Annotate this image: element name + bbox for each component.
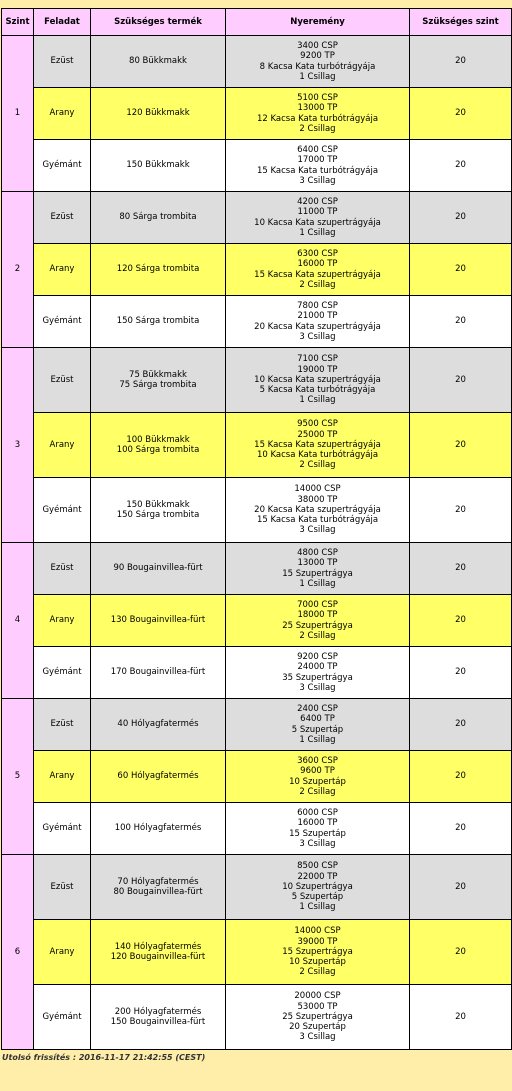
task-type-cell: Ezüst — [34, 699, 91, 751]
task-row — [2, 348, 512, 413]
required-product-cell — [91, 699, 226, 751]
reward-line: 10 Szupertrágya — [282, 881, 353, 892]
required-product-cell — [91, 647, 226, 699]
required-level-cell: 20 — [410, 413, 512, 478]
reward-cell — [226, 88, 410, 140]
task-row — [2, 36, 512, 88]
product-line: 200 Hólyagfatermés — [114, 1006, 202, 1017]
reward-line: 10 Kacsa Kata szupertrágyája — [254, 374, 381, 385]
reward-line: 15 Szupertrágya — [282, 946, 353, 957]
task-row — [2, 244, 512, 296]
task-row — [2, 543, 512, 595]
reward-cell — [226, 140, 410, 192]
required-level-cell: 20 — [410, 803, 512, 855]
level-cell: 2 — [2, 192, 34, 348]
reward-cell — [226, 920, 410, 985]
reward-line: 5 Kacsa Kata turbótrágyája — [259, 385, 376, 396]
reward-line: 25 Szupertrágya — [282, 620, 353, 631]
required-product-cell — [91, 140, 226, 192]
level-cell: 4 — [2, 543, 34, 699]
reward-line: 9200 CSP — [297, 652, 338, 663]
task-type-cell: Arany — [34, 413, 91, 478]
required-product-cell — [91, 803, 226, 855]
product-line: 150 Bougainvillea-fürt — [110, 1017, 206, 1027]
task-table-body — [2, 36, 512, 1050]
reward-line: 21000 TP — [297, 311, 338, 322]
product-line: 75 Bükkmakk — [129, 369, 187, 380]
product-line: 120 Bougainvillea-fürt — [110, 952, 206, 962]
task-type-cell: Gyémánt — [34, 803, 91, 855]
reward-line: 17000 TP — [297, 155, 338, 166]
task-type-cell: Gyémánt — [34, 647, 91, 699]
reward-line: 20 Kacsa Kata szupertrágyája — [254, 321, 381, 332]
task-type-cell: Arany — [34, 88, 91, 140]
reward-cell — [226, 192, 410, 244]
reward-line: 9600 TP — [300, 766, 335, 777]
task-row — [2, 699, 512, 751]
task-row — [2, 478, 512, 543]
reward-line: 15 Kacsa Kata turbótrágyája — [256, 515, 379, 526]
required-product-cell — [91, 244, 226, 296]
reward-line: 10 Szupertáp — [289, 957, 346, 968]
task-row — [2, 595, 512, 647]
required-product-cell — [91, 920, 226, 985]
reward-line: 14000 CSP — [294, 484, 341, 495]
product-line: 150 Sárga trombita — [116, 316, 200, 327]
reward-line: 4800 CSP — [297, 548, 338, 559]
reward-line: 3600 CSP — [297, 756, 338, 767]
product-line: 120 Sárga trombita — [116, 264, 200, 275]
reward-line: 12 Kacsa Kata turbótrágyája — [256, 113, 379, 124]
product-line: 100 Sárga trombita — [116, 445, 200, 455]
task-type-cell: Gyémánt — [34, 296, 91, 348]
reward-line: 3 Csillag — [299, 838, 336, 849]
reward-line: 2 Csillag — [299, 460, 336, 471]
header-row — [2, 9, 512, 36]
reward-line: 3 Csillag — [299, 525, 336, 536]
product-line: 40 Hólyagfatermés — [117, 719, 199, 730]
reward-line: 13000 TP — [297, 558, 338, 569]
reward-line: 5100 CSP — [297, 93, 338, 104]
reward-line: 7100 CSP — [297, 354, 338, 365]
reward-line: 13000 TP — [297, 103, 338, 114]
reward-line: 19000 TP — [297, 364, 338, 375]
reward-line: 8 Kacsa Kata turbótrágyája — [259, 61, 376, 72]
reward-line: 35 Szupertrágya — [282, 672, 353, 683]
task-row — [2, 751, 512, 803]
required-level-cell: 20 — [410, 348, 512, 413]
reward-line: 22000 TP — [297, 871, 338, 882]
task-type-cell: Ezüst — [34, 192, 91, 244]
required-level-cell: 20 — [410, 699, 512, 751]
required-level-cell: 20 — [410, 296, 512, 348]
reward-line: 20000 CSP — [294, 991, 341, 1002]
required-level-cell: 20 — [410, 595, 512, 647]
required-level-cell: 20 — [410, 920, 512, 985]
reward-line: 15 Kacsa Kata szupertrágyája — [254, 269, 381, 280]
required-product-cell — [91, 985, 226, 1050]
reward-cell — [226, 647, 410, 699]
reward-line: 38000 TP — [297, 494, 338, 505]
required-product-cell — [91, 192, 226, 244]
required-product-cell — [91, 36, 226, 88]
reward-line: 53000 TP — [297, 1001, 338, 1012]
level-cell: 1 — [2, 36, 34, 192]
level-cell: 3 — [2, 348, 34, 543]
header-required-level: Szükséges szint — [410, 9, 512, 36]
task-type-cell: Ezüst — [34, 36, 91, 88]
product-line: 80 Bougainvillea-fürt — [113, 887, 203, 897]
reward-cell — [226, 543, 410, 595]
reward-line: 8500 CSP — [297, 861, 338, 872]
task-type-cell: Gyémánt — [34, 985, 91, 1050]
reward-line: 25 Szupertrágya — [282, 1011, 353, 1022]
product-line: 120 Bükkmakk — [126, 108, 190, 119]
task-row — [2, 296, 512, 348]
level-cell: 6 — [2, 855, 34, 1050]
reward-cell — [226, 855, 410, 920]
reward-cell — [226, 699, 410, 751]
reward-line: 1 Csillag — [299, 71, 336, 82]
required-level-cell: 20 — [410, 647, 512, 699]
header-level: Szint — [2, 9, 34, 36]
reward-line: 6300 CSP — [297, 249, 338, 260]
required-level-cell: 20 — [410, 985, 512, 1050]
reward-line: 20 Szupertáp — [289, 1022, 346, 1033]
task-row — [2, 413, 512, 478]
product-line: 75 Sárga trombita — [119, 380, 197, 390]
reward-line: 3400 CSP — [297, 41, 338, 52]
task-type-cell: Ezüst — [34, 543, 91, 595]
task-row — [2, 920, 512, 985]
reward-line: 9200 TP — [300, 51, 335, 62]
required-level-cell: 20 — [410, 478, 512, 543]
product-line: 170 Bougainvillea-fürt — [110, 667, 206, 678]
reward-line: 20 Kacsa Kata szupertrágyája — [254, 504, 381, 515]
reward-cell — [226, 803, 410, 855]
reward-cell — [226, 751, 410, 803]
reward-line: 2 Csillag — [299, 279, 336, 290]
task-type-cell: Ezüst — [34, 348, 91, 413]
reward-cell — [226, 595, 410, 647]
required-product-cell — [91, 855, 226, 920]
product-line: 100 Hólyagfatermés — [114, 823, 202, 834]
product-line: 150 Bükkmakk — [126, 499, 190, 510]
product-line: 60 Hólyagfatermés — [117, 771, 199, 782]
reward-line: 2 Csillag — [299, 786, 336, 797]
last-updated: Utolsó frissítés : 2016-11-17 21:42:55 (CEST) — [2, 1053, 206, 1062]
reward-line: 1 Csillag — [299, 902, 336, 913]
reward-line: 3 Csillag — [299, 331, 336, 342]
task-row — [2, 192, 512, 244]
product-line: 100 Bükkmakk — [126, 434, 190, 445]
reward-line: 1 Csillag — [299, 734, 336, 745]
task-type-cell: Arany — [34, 595, 91, 647]
reward-line: 2 Csillag — [299, 123, 336, 134]
reward-line: 4200 CSP — [297, 197, 338, 208]
required-product-cell — [91, 88, 226, 140]
reward-line: 2400 CSP — [297, 704, 338, 715]
product-line: 150 Sárga trombita — [116, 510, 200, 520]
required-level-cell: 20 — [410, 244, 512, 296]
task-type-cell: Arany — [34, 244, 91, 296]
product-line: 90 Bougainvillea-fürt — [113, 563, 203, 574]
reward-cell — [226, 296, 410, 348]
reward-line: 15 Szupertrágya — [282, 568, 353, 579]
reward-line: 15 Szupertáp — [289, 828, 346, 839]
required-level-cell: 20 — [410, 88, 512, 140]
task-type-cell: Ezüst — [34, 855, 91, 920]
reward-line: 25000 TP — [297, 429, 338, 440]
required-level-cell: 20 — [410, 140, 512, 192]
required-level-cell: 20 — [410, 543, 512, 595]
reward-line: 10 Kacsa Kata szupertrágyája — [254, 217, 381, 228]
reward-line: 1 Csillag — [299, 578, 336, 589]
task-row — [2, 647, 512, 699]
reward-line: 7800 CSP — [297, 301, 338, 312]
reward-line: 5 Szupertáp — [291, 892, 344, 903]
reward-cell — [226, 413, 410, 478]
reward-line: 15 Kacsa Kata turbótrágyája — [256, 165, 379, 176]
product-line: 80 Bükkmakk — [129, 56, 187, 67]
required-product-cell — [91, 296, 226, 348]
product-line: 140 Hólyagfatermés — [114, 941, 202, 952]
task-table — [1, 8, 512, 1050]
level-cell: 5 — [2, 699, 34, 855]
reward-line: 1 Csillag — [299, 227, 336, 238]
required-product-cell — [91, 595, 226, 647]
required-product-cell — [91, 348, 226, 413]
reward-cell — [226, 985, 410, 1050]
reward-line: 7000 CSP — [297, 600, 338, 611]
required-level-cell: 20 — [410, 751, 512, 803]
required-product-cell — [91, 751, 226, 803]
task-row — [2, 88, 512, 140]
reward-line: 5 Szupertáp — [291, 724, 344, 735]
reward-line: 11000 TP — [297, 207, 338, 218]
reward-line: 10 Szupertáp — [289, 776, 346, 787]
task-row — [2, 985, 512, 1050]
header-reward: Nyeremény — [226, 9, 410, 36]
required-product-cell — [91, 413, 226, 478]
required-level-cell: 20 — [410, 36, 512, 88]
reward-cell — [226, 244, 410, 296]
task-row — [2, 855, 512, 920]
task-row — [2, 803, 512, 855]
header-product: Szükséges termék — [91, 9, 226, 36]
reward-line: 6400 CSP — [297, 145, 338, 156]
product-line: 150 Bükkmakk — [126, 160, 190, 171]
reward-line: 16000 TP — [297, 818, 338, 829]
reward-line: 14000 CSP — [294, 926, 341, 937]
reward-line: 6400 TP — [300, 714, 335, 725]
reward-line: 10 Kacsa Kata turbótrágyája — [256, 450, 379, 461]
task-type-cell: Gyémánt — [34, 478, 91, 543]
reward-line: 15 Kacsa Kata szupertrágyája — [254, 439, 381, 450]
reward-line: 3 Csillag — [299, 682, 336, 693]
required-level-cell: 20 — [410, 855, 512, 920]
task-type-cell: Gyémánt — [34, 140, 91, 192]
task-type-cell: Arany — [34, 751, 91, 803]
reward-cell — [226, 478, 410, 543]
reward-line: 16000 TP — [297, 259, 338, 270]
header-task: Feladat — [34, 9, 91, 36]
product-line: 130 Bougainvillea-fürt — [110, 615, 206, 626]
reward-line: 3 Csillag — [299, 1032, 336, 1043]
reward-cell — [226, 36, 410, 88]
reward-line: 2 Csillag — [299, 967, 336, 978]
reward-line: 39000 TP — [297, 936, 338, 947]
task-row — [2, 140, 512, 192]
task-type-cell: Arany — [34, 920, 91, 985]
reward-line: 9500 CSP — [297, 419, 338, 430]
reward-cell — [226, 348, 410, 413]
reward-line: 24000 TP — [297, 662, 338, 673]
reward-line: 1 Csillag — [299, 395, 336, 406]
reward-line: 18000 TP — [297, 610, 338, 621]
required-level-cell: 20 — [410, 192, 512, 244]
required-product-cell — [91, 543, 226, 595]
product-line: 70 Hólyagfatermés — [117, 876, 199, 887]
reward-line: 3 Csillag — [299, 175, 336, 186]
reward-line: 2 Csillag — [299, 630, 336, 641]
reward-line: 6000 CSP — [297, 808, 338, 819]
product-line: 80 Sárga trombita — [119, 212, 197, 223]
required-product-cell — [91, 478, 226, 543]
